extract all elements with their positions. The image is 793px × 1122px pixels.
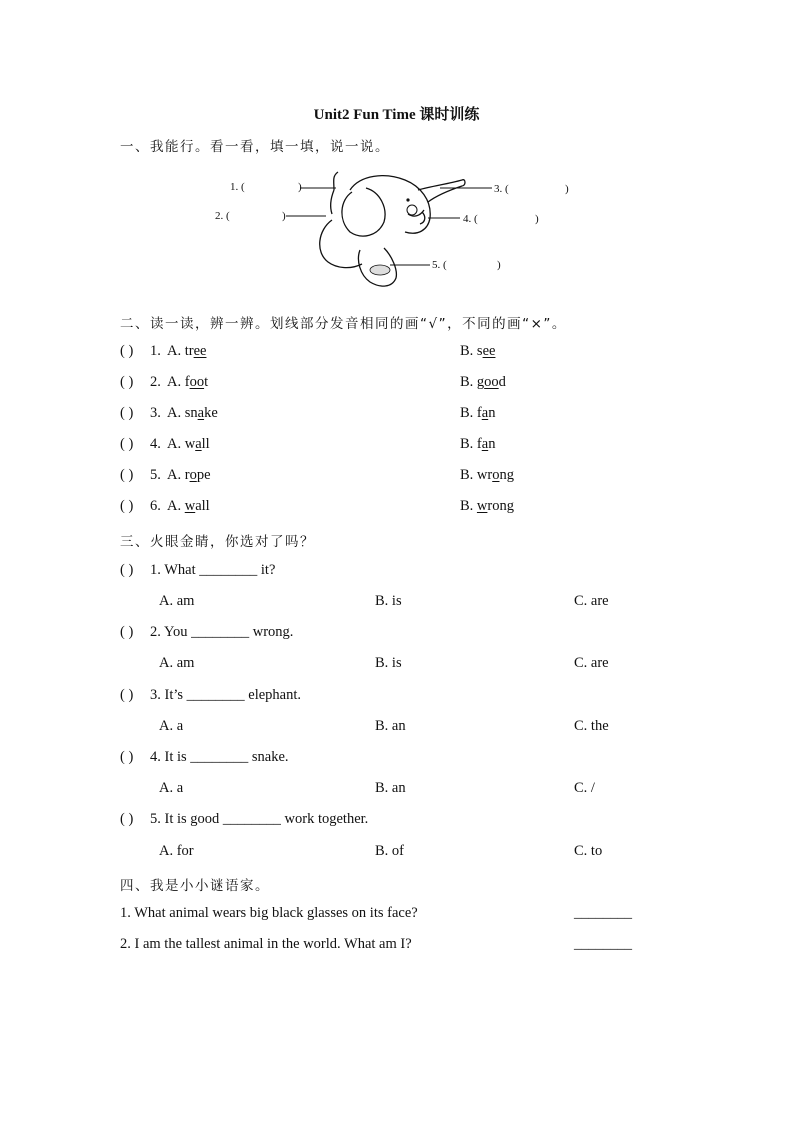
option-b-suffix: ng xyxy=(499,467,514,483)
answer-paren[interactable]: ( ) xyxy=(120,749,134,765)
option-a-prefix: A. sn xyxy=(167,405,198,421)
label-3-open: 3. ( xyxy=(494,183,509,195)
option-b-prefix: B. wr xyxy=(460,467,493,483)
option-a-prefix: A. xyxy=(167,498,185,514)
page-title: Unit2 Fun Time 课时训练 xyxy=(313,107,480,123)
item-number: 3. xyxy=(150,405,161,421)
option-b: B. is xyxy=(375,655,402,671)
option-b-prefix: B. xyxy=(460,498,477,514)
option-a-prefix: A. r xyxy=(167,467,190,483)
option-b-suffix: rong xyxy=(487,498,514,514)
label-3-close: ) xyxy=(565,183,569,195)
answer-paren[interactable]: ( ) xyxy=(120,562,134,578)
option-b-underlined: ee xyxy=(482,343,496,359)
answer-paren[interactable]: ( ) xyxy=(120,436,134,452)
item-number: 1. xyxy=(150,343,161,359)
answer-paren[interactable]: ( ) xyxy=(120,467,134,483)
option-b-prefix: B. g xyxy=(460,374,485,390)
option-b: B. an xyxy=(375,718,406,734)
item-number: 6. xyxy=(150,498,161,514)
option-b-underlined: a xyxy=(481,405,489,421)
option-c: C. are xyxy=(574,593,609,609)
label-1-close: ) xyxy=(298,181,302,193)
option-b-prefix: B. s xyxy=(460,343,483,359)
answer-paren[interactable]: ( ) xyxy=(120,405,134,421)
option-a-underlined: a xyxy=(197,405,205,421)
section1-heading: 一、我能行。看一看，填一填，说一说。 xyxy=(120,139,390,155)
option-b: B. is xyxy=(375,593,402,609)
answer-paren[interactable]: ( ) xyxy=(120,687,134,703)
item-number: 2. xyxy=(150,374,161,390)
riddle-text: 1. What animal wears big black glasses on its face? xyxy=(120,905,418,921)
label-2-open: 2. ( xyxy=(215,210,230,222)
option-b-prefix: B. f xyxy=(460,405,482,421)
option-a: A. a xyxy=(159,718,184,734)
riddle-answer-blank[interactable]: ________ xyxy=(574,936,632,952)
option-b-prefix: B. f xyxy=(460,436,482,452)
section2-heading: 二、读一读，辨一辨。划线部分发音相同的画“√”，不同的画“×”。 xyxy=(120,316,567,332)
elephant-drawing xyxy=(0,160,793,460)
question-text: 5. It is good ________ work together. xyxy=(150,811,369,827)
option-b-suffix: d xyxy=(498,374,506,390)
item-number: 5. xyxy=(150,467,161,483)
label-1-open: 1. ( xyxy=(230,181,245,193)
option-a: A. for xyxy=(159,843,194,859)
option-a-prefix: A. w xyxy=(167,436,196,452)
option-b: B. of xyxy=(375,843,404,859)
option-a-prefix: A. f xyxy=(167,374,190,390)
option-b: B. an xyxy=(375,780,406,796)
option-a-underlined: a xyxy=(195,436,202,452)
answer-paren[interactable]: ( ) xyxy=(120,498,134,514)
option-a-suffix: ke xyxy=(204,405,218,421)
answer-paren[interactable]: ( ) xyxy=(120,811,134,827)
option-a-prefix: A. tr xyxy=(167,343,194,359)
label-4-open: 4. ( xyxy=(463,213,478,225)
question-text: 4. It is ________ snake. xyxy=(150,749,289,765)
option-a-underlined: o xyxy=(189,467,197,483)
option-c: C. are xyxy=(574,655,609,671)
option-a-underlined: w xyxy=(184,498,196,514)
option-b-underlined: o xyxy=(492,467,500,483)
option-a-suffix: t xyxy=(204,374,209,390)
option-a-suffix: all xyxy=(195,498,210,514)
label-5-close: ) xyxy=(497,259,501,271)
option-a-suffix: pe xyxy=(196,467,211,483)
option-b-suffix: n xyxy=(488,405,496,421)
answer-paren[interactable]: ( ) xyxy=(120,343,134,359)
option-a-underlined: oo xyxy=(189,374,205,390)
question-text: 3. It’s ________ elephant. xyxy=(150,687,302,703)
riddle-text: 2. I am the tallest animal in the world. What am I? xyxy=(120,936,412,952)
option-c: C. / xyxy=(574,780,595,796)
option-b-underlined: a xyxy=(481,436,489,452)
answer-paren[interactable]: ( ) xyxy=(120,624,134,640)
label-2-close: ) xyxy=(282,210,286,222)
option-a: A. am xyxy=(159,593,195,609)
option-c: C. the xyxy=(574,718,609,734)
option-a: A. am xyxy=(159,655,195,671)
question-text: 1. What ________ it? xyxy=(150,562,276,578)
option-c: C. to xyxy=(574,843,603,859)
label-5-open: 5. ( xyxy=(432,259,447,271)
riddle-answer-blank[interactable]: ________ xyxy=(574,905,632,921)
option-a-suffix: ll xyxy=(201,436,210,452)
section3-heading: 三、火眼金睛，你选对了吗？ xyxy=(120,534,315,550)
question-text: 2. You ________ wrong. xyxy=(150,624,294,640)
option-a-underlined: ee xyxy=(193,343,207,359)
section4-heading: 四、我是小小谜语家。 xyxy=(120,878,270,894)
item-number: 4. xyxy=(150,436,161,452)
option-b-suffix: n xyxy=(488,436,496,452)
option-a: A. a xyxy=(159,780,184,796)
answer-paren[interactable]: ( ) xyxy=(120,374,134,390)
option-b-underlined: oo xyxy=(484,374,499,390)
label-4-close: ) xyxy=(535,213,539,225)
option-b-underlined: w xyxy=(476,498,488,514)
